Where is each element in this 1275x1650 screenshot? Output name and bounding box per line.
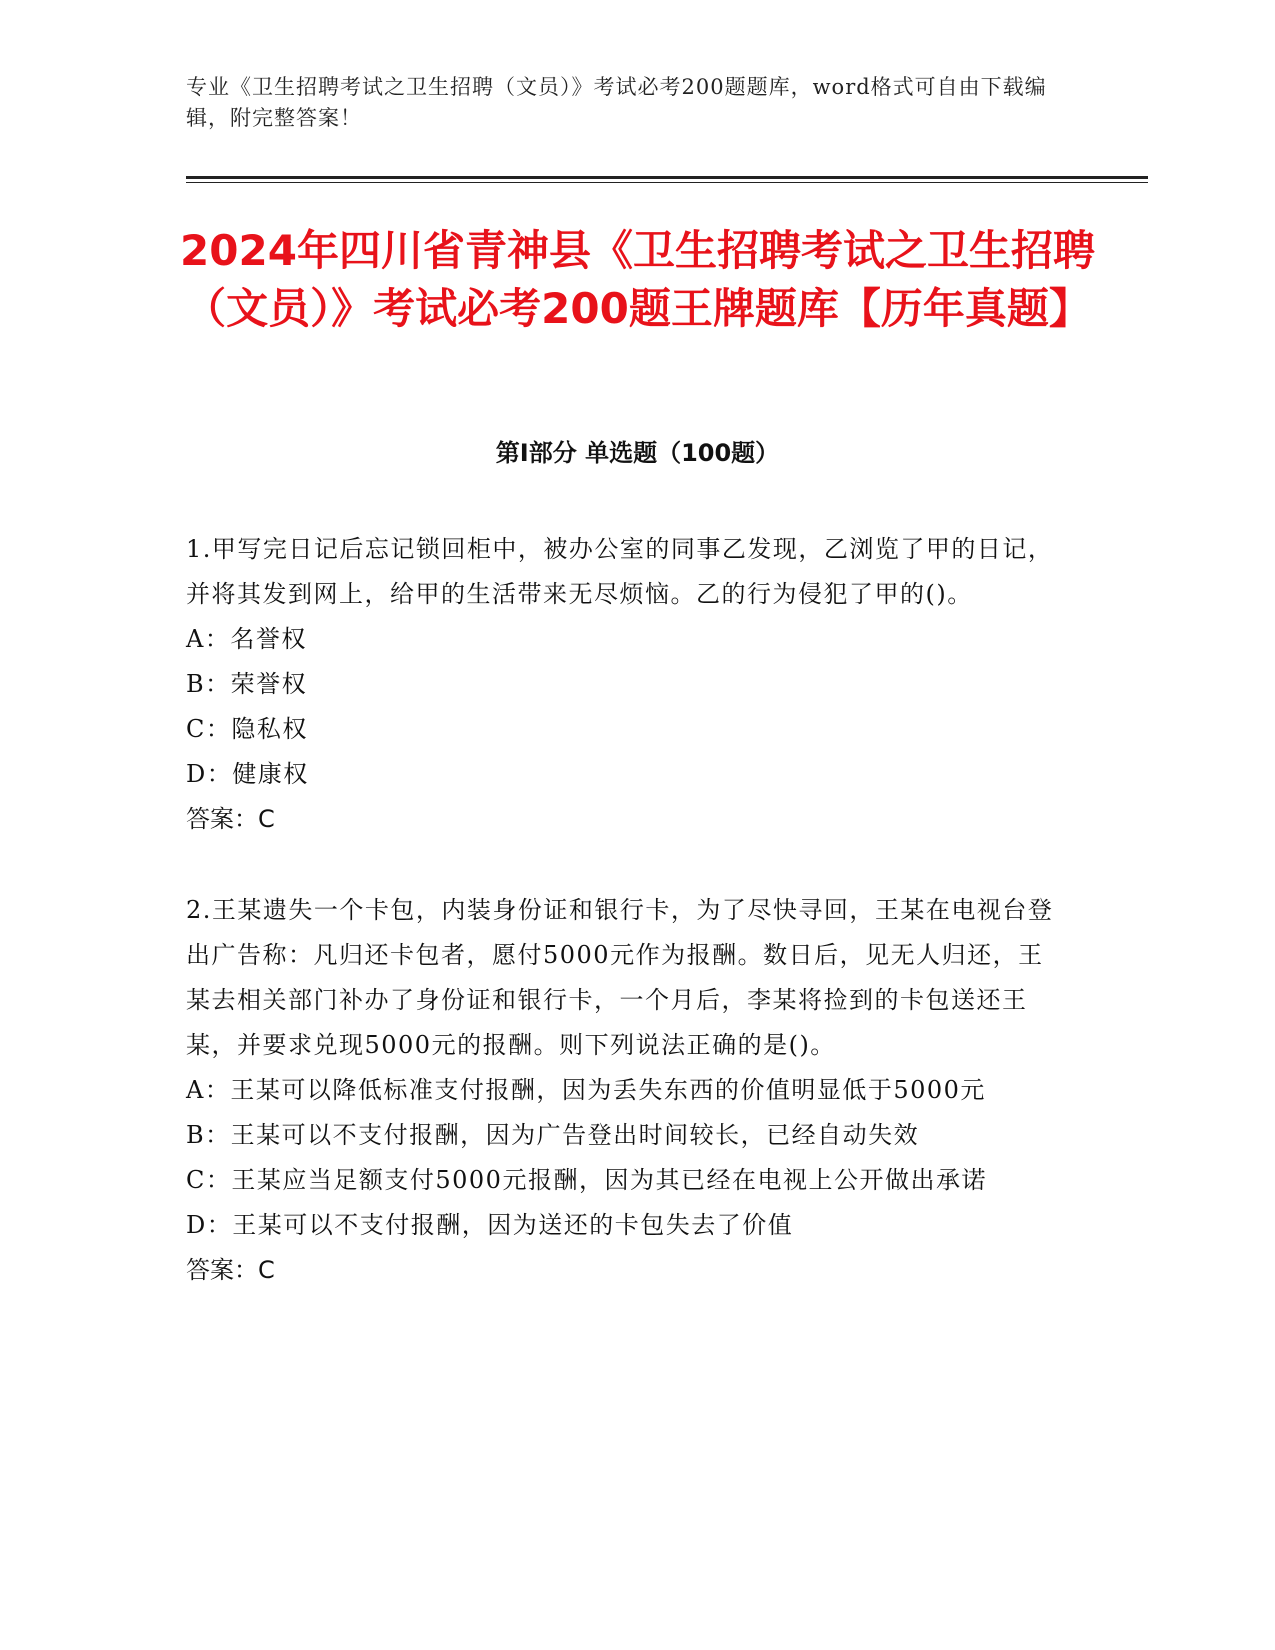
question-list bbox=[186, 527, 1066, 1339]
header-divider-thick bbox=[186, 176, 1148, 179]
option-a: A：名誉权 bbox=[186, 625, 307, 653]
question-1 bbox=[186, 527, 1066, 842]
option-c: C：隐私权 bbox=[186, 715, 308, 743]
option-d: D：健康权 bbox=[186, 760, 309, 788]
header-note: 专业《卫生招聘考试之卫生招聘（文员）》考试必考200题题库，word格式可自由下载编辑，附完整答案！ bbox=[186, 75, 1047, 130]
option-b: B：王某可以不支付报酬，因为广告登出时间较长，已经自动失效 bbox=[186, 1121, 920, 1149]
document-title: 2024年四川省青神县《卫生招聘考试之卫生招聘（文员）》考试必考200题王牌题库【历年真题】 bbox=[180, 226, 1095, 333]
section-title: 第I部分 单选题（100题） bbox=[495, 439, 780, 467]
question-text: 1.甲写完日记后忘记锁回柜中，被办公室的同事乙发现，乙浏览了甲的日记，并将其发到网上，给甲的生活带来无尽烦恼。乙的行为侵犯了甲的()。 bbox=[186, 535, 1054, 608]
answer-line: 答案：C bbox=[186, 1256, 275, 1284]
answer-line: 答案：C bbox=[186, 805, 275, 833]
question-2 bbox=[186, 888, 1066, 1293]
option-c: C：王某应当足额支付5000元报酬，因为其已经在电视上公开做出承诺 bbox=[186, 1166, 987, 1194]
option-a: A：王某可以降低标准支付报酬，因为丢失东西的价值明显低于5000元 bbox=[186, 1076, 986, 1104]
question-text: 2.王某遗失一个卡包，内装身份证和银行卡，为了尽快寻回，王某在电视台登出广告称：凡归还卡包者，愿付5000元作为报酬。数日后，见无人归还，王某去相关部门补办了身份证和银行卡，一个月后，李某将捡到的卡包送还王某，并要求兑现5000元的报酬。则下列说法正确的是()。 bbox=[186, 896, 1054, 1059]
header-divider-thin bbox=[186, 182, 1148, 183]
option-b: B：荣誉权 bbox=[186, 670, 308, 698]
option-d: D：王某可以不支付报酬，因为送还的卡包失去了价值 bbox=[186, 1211, 794, 1239]
